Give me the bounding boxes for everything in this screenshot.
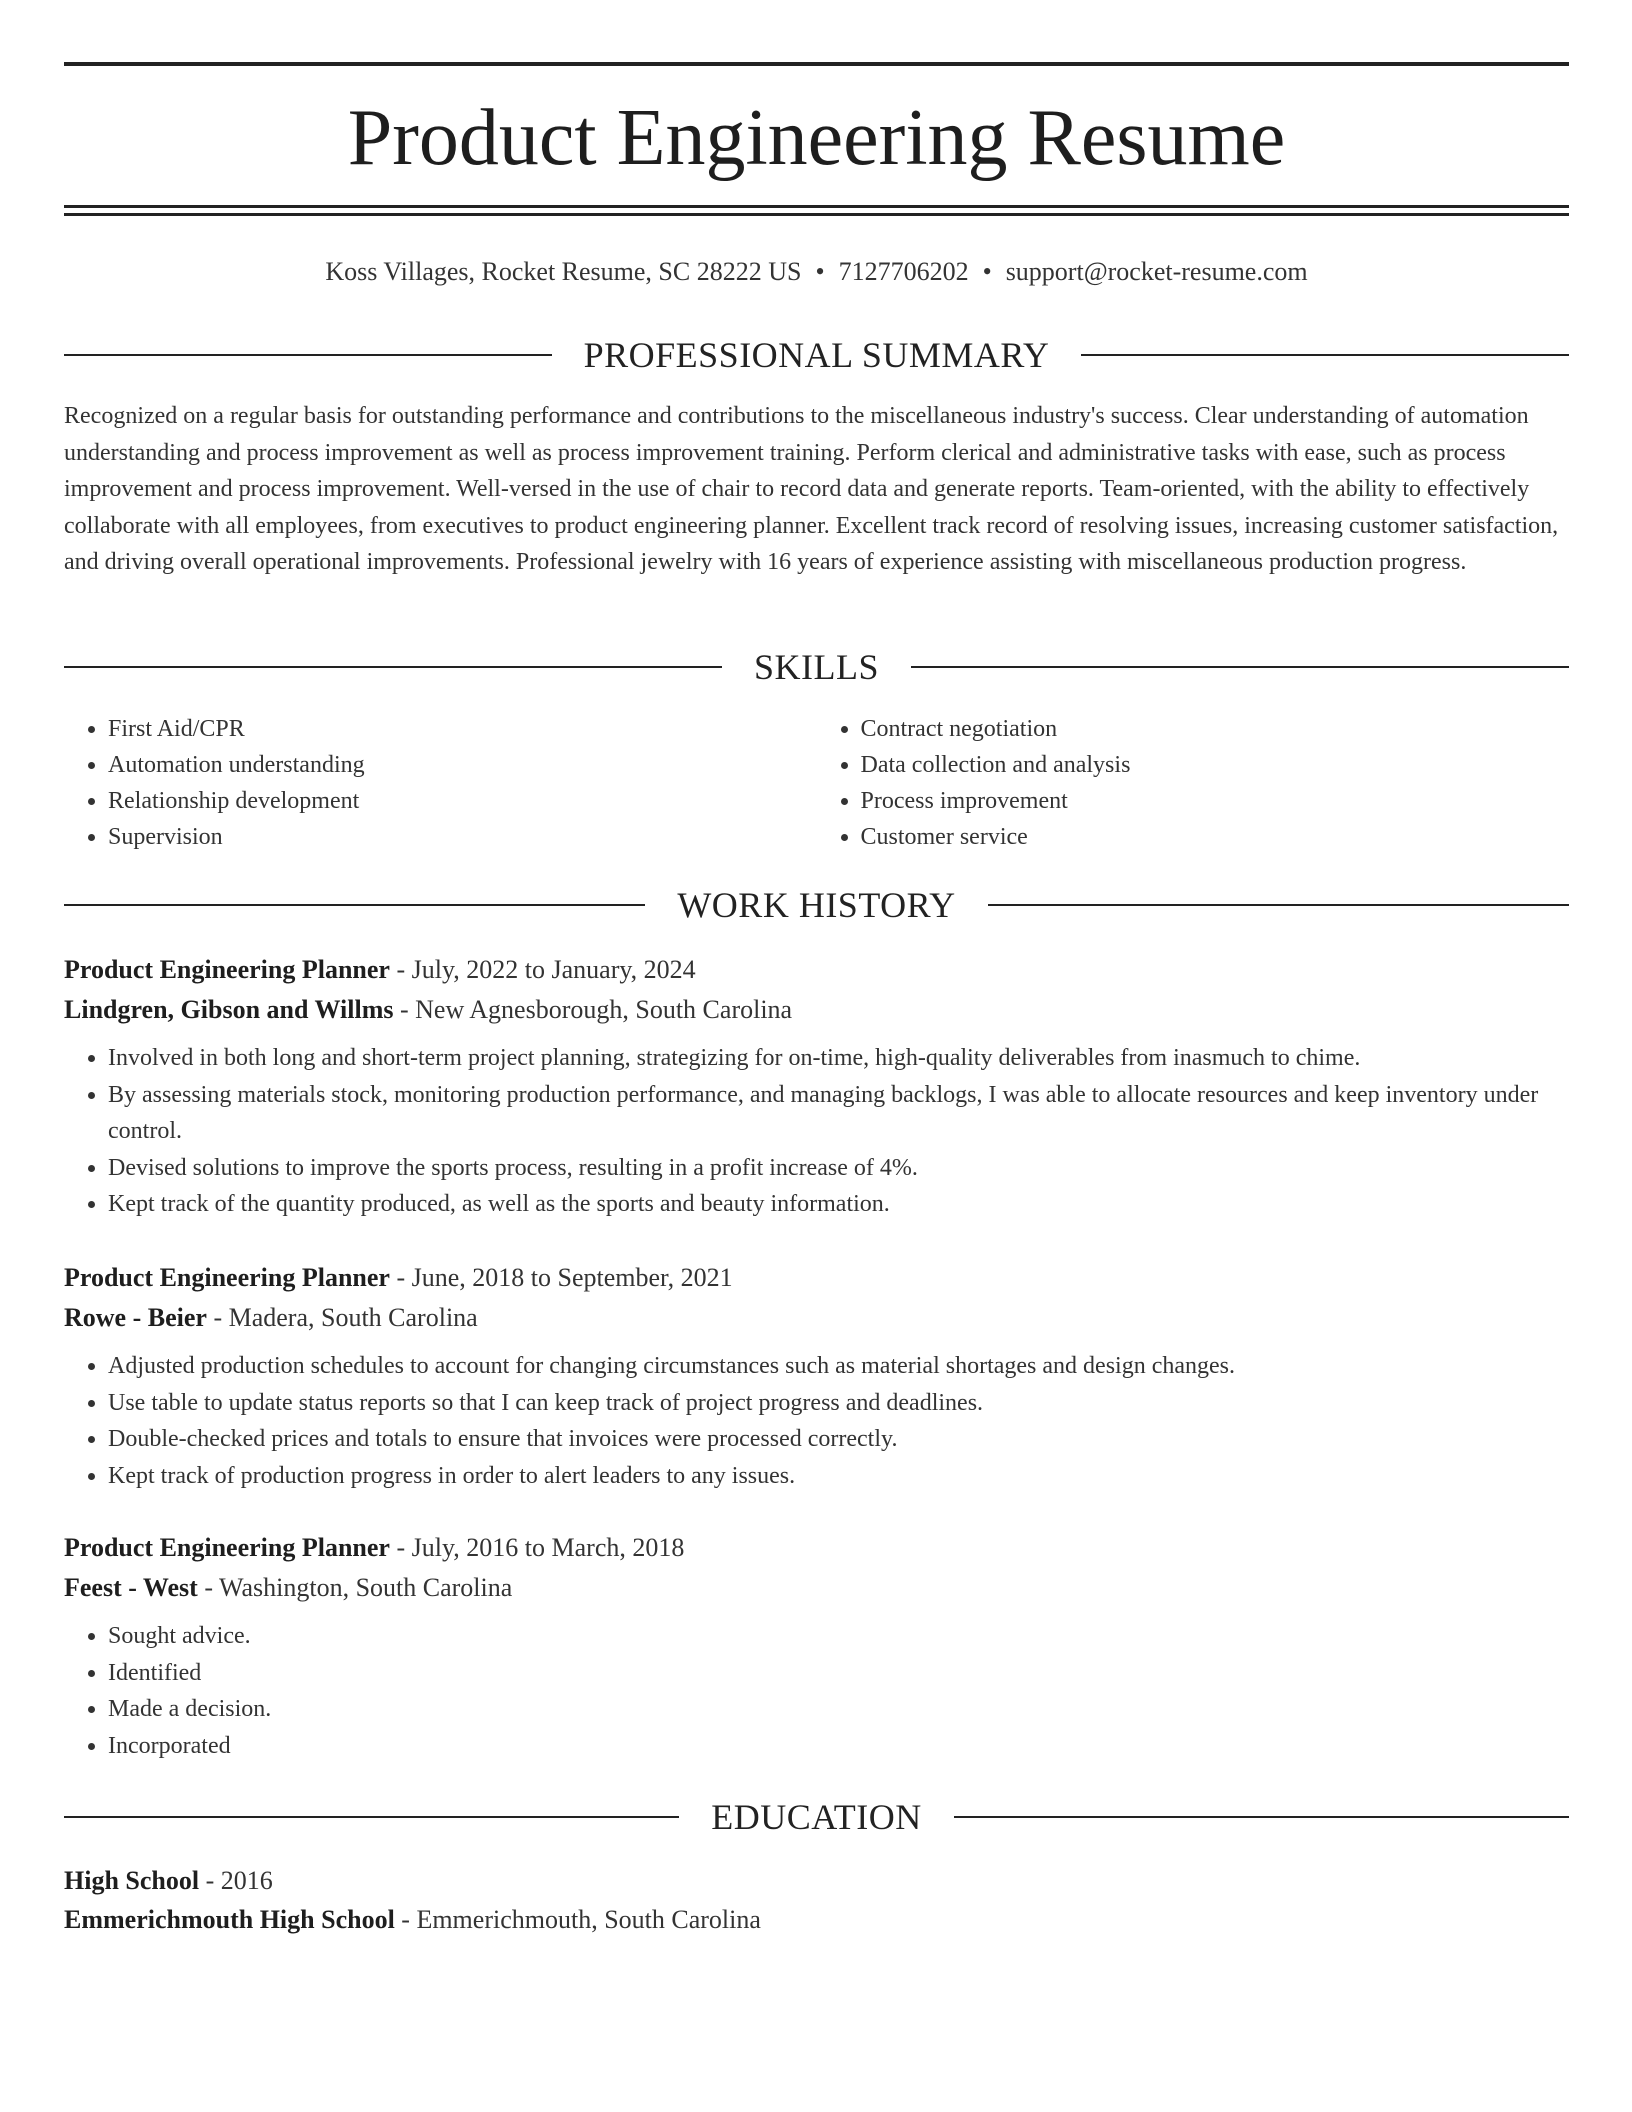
job-company-line (64, 1298, 1569, 1338)
job-bullets (64, 1618, 1569, 1764)
skill-item: • Relationship development (108, 783, 817, 819)
section-rule-right (911, 666, 1569, 668)
contact-separator: • (815, 257, 825, 286)
job-title: Product Engineering Planner (64, 955, 390, 984)
job-bullet: • By assessing materials stock, monitoring production performance, and managing backlogs, I was able to allocate resources and keep inventory under control. (108, 1077, 1569, 1150)
contact-phone: 7127706202 (838, 257, 969, 286)
job-title: Product Engineering Planner (64, 1263, 390, 1292)
education-entry (64, 1861, 1569, 1939)
section-title-skills: SKILLS (754, 647, 880, 687)
title-rule-lower (64, 213, 1569, 216)
skills-column-right (817, 711, 1570, 855)
job-dates: - July, 2016 to March, 2018 (389, 1533, 685, 1562)
job-entry (64, 1258, 1569, 1494)
skill-item: • Customer service (861, 819, 1570, 855)
section-header-work (64, 880, 1569, 930)
job-location: - Madera, South Carolina (206, 1303, 478, 1332)
job-bullet: • Incorporated (108, 1728, 1569, 1765)
education-location: - Emmerichmouth, South Carolina (394, 1905, 761, 1934)
section-title-education: EDUCATION (711, 1797, 922, 1837)
education-year: - 2016 (199, 1866, 273, 1895)
job-bullet: • Involved in both long and short-term project planning, strategizing for on-time, high-quality deliverables from inasmuch to chime. (108, 1040, 1569, 1077)
job-entry (64, 1528, 1569, 1764)
job-title: Product Engineering Planner (64, 1533, 390, 1562)
job-company-line (64, 1568, 1569, 1608)
education-degree-line (64, 1861, 1569, 1900)
skill-item: • Contract negotiation (861, 711, 1570, 747)
job-bullet: • Sought advice. (108, 1618, 1569, 1655)
section-rule-left (64, 904, 645, 906)
section-rule-right (1081, 354, 1569, 356)
section-rule-left (64, 354, 552, 356)
skill-item: • First Aid/CPR (108, 711, 817, 747)
section-title-summary: PROFESSIONAL SUMMARY (583, 335, 1050, 375)
education-school: Emmerichmouth High School (64, 1905, 395, 1934)
job-company: Rowe - Beier (64, 1303, 207, 1332)
job-title-line (64, 1528, 1569, 1568)
top-rule (64, 62, 1569, 66)
education-degree: High School (64, 1866, 200, 1895)
job-title-line (64, 1258, 1569, 1298)
section-header-education (64, 1792, 1569, 1842)
education-school-line (64, 1900, 1569, 1939)
skill-item: • Automation understanding (108, 747, 817, 783)
section-title-work: WORK HISTORY (677, 885, 956, 925)
job-company-line (64, 990, 1569, 1030)
job-title-line (64, 950, 1569, 990)
section-rule-left (64, 1816, 679, 1818)
job-bullet: • Devised solutions to improve the sports process, resulting in a profit increase of 4%. (108, 1150, 1569, 1187)
resume-title: Product Engineering Resume (347, 94, 1286, 182)
skills-column-left (64, 711, 817, 855)
skills-list (64, 711, 1569, 855)
summary-paragraph: Recognized on a regular basis for outstanding performance and contributions to the miscellaneous industry's success. Clear understanding of automation understanding and process improvement as well as process improvement training. Perform clerical and administrative tasks with ease, such as process improvement and process improvement. Well-versed in the use of chair to record data and generate reports. Team-oriented, with the ability to effectively collaborate with all employees, from executives to product engineering planner. Excellent track record of resolving issues, increasing customer satisfaction, and driving overall operational improvements. Professional jewelry with 16 years of experience assisting with miscellaneous production progress. (64, 403, 1559, 575)
job-entry (64, 950, 1569, 1223)
job-company: Feest - West (64, 1573, 198, 1602)
section-rule-right (954, 1816, 1569, 1818)
job-bullet: • Adjusted production schedules to account for changing circumstances such as material shortages and design changes. (108, 1348, 1569, 1385)
section-rule-left (64, 666, 722, 668)
section-header-summary (64, 330, 1569, 380)
job-dates: - June, 2018 to September, 2021 (389, 1263, 733, 1292)
section-rule-right (988, 904, 1569, 906)
contact-email: support@rocket-resume.com (1005, 257, 1308, 286)
section-header-skills (64, 642, 1569, 692)
skill-item: • Data collection and analysis (861, 747, 1570, 783)
job-bullet: • Identified (108, 1655, 1569, 1692)
job-bullet: • Kept track of the quantity produced, as well as the sports and beauty information. (108, 1186, 1569, 1223)
skill-item: • Process improvement (861, 783, 1570, 819)
job-bullet: • Double-checked prices and totals to ensure that invoices were processed correctly. (108, 1421, 1569, 1458)
title-rule-upper (64, 205, 1569, 208)
job-dates: - July, 2022 to January, 2024 (389, 955, 696, 984)
job-bullet: • Use table to update status reports so that I can keep track of project progress and deadlines. (108, 1385, 1569, 1422)
job-bullet: • Kept track of production progress in order to alert leaders to any issues. (108, 1458, 1569, 1495)
contact-separator: • (982, 257, 992, 286)
job-company: Lindgren, Gibson and Willms (64, 995, 394, 1024)
job-bullets (64, 1040, 1569, 1223)
contact-address: Koss Villages, Rocket Resume, SC 28222 US (325, 257, 802, 286)
contact-line (64, 252, 1569, 292)
skill-item: • Supervision (108, 819, 817, 855)
job-location: - Washington, South Carolina (197, 1573, 513, 1602)
job-bullet: • Made a decision. (108, 1691, 1569, 1728)
job-location: - New Agnesborough, South Carolina (393, 995, 793, 1024)
job-bullets (64, 1348, 1569, 1494)
